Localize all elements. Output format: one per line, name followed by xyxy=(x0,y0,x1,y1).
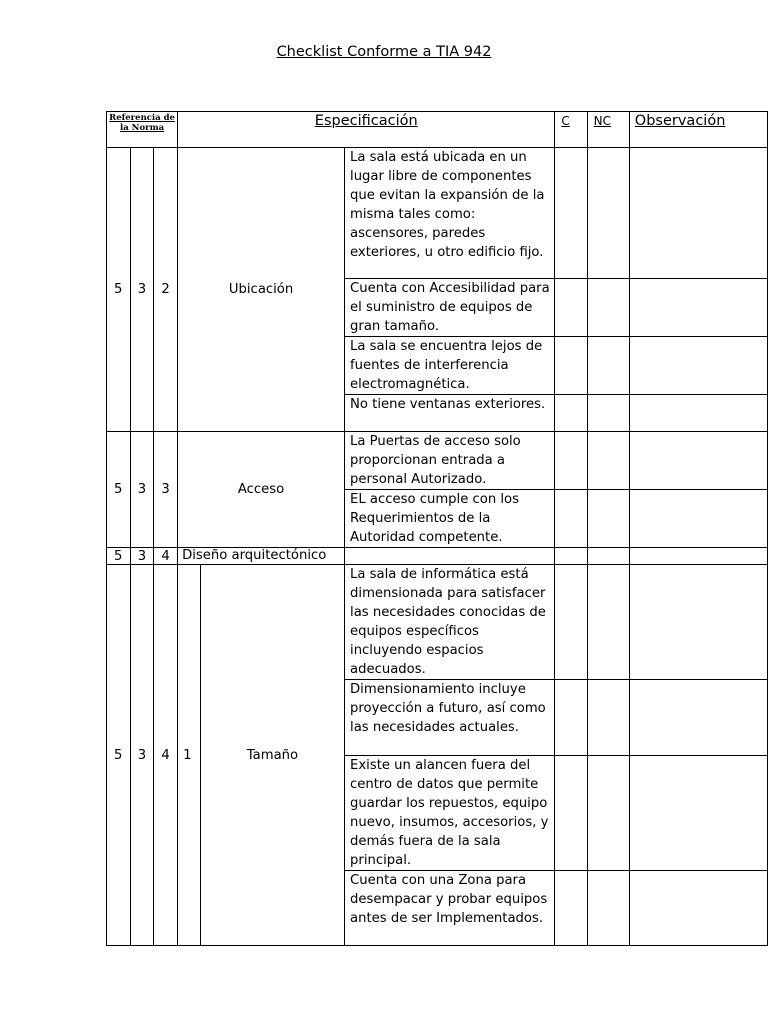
nc-cell[interactable] xyxy=(587,871,629,946)
nc-cell[interactable] xyxy=(587,148,629,279)
nc-cell[interactable] xyxy=(587,432,629,490)
nc-cell[interactable] xyxy=(587,490,629,548)
nc-cell[interactable] xyxy=(587,279,629,337)
spec-item: Cuenta con Accesibilidad para el suministro de equipos de gran tamaño. xyxy=(345,279,555,337)
nc-header: NC xyxy=(587,112,629,148)
nc-cell[interactable] xyxy=(587,565,629,680)
spec-item: EL acceso cumple con los Requerimientos de la Autoridad competente. xyxy=(345,490,555,548)
group-label: Diseño arquitectónico xyxy=(178,548,345,565)
spec-item: Existe un alancen fuera del centro de datos que permite guardar los repuestos, equipo nuevo, insumos, accesorios, y demás fuera de la sala principal. xyxy=(345,756,555,871)
observation-cell[interactable] xyxy=(629,395,767,432)
spec-item: La sala está ubicada en un lugar libre de componentes que evitan la expansión de la misma tales como: ascensores, paredes exteriores, u otro edificio fijo. xyxy=(345,148,555,279)
reference-header: Referencia de la Norma xyxy=(107,112,178,148)
ref-chapter: 5 xyxy=(107,148,131,432)
spec-item: No tiene ventanas exteriores. xyxy=(345,395,555,432)
ref-chapter: 5 xyxy=(107,432,131,548)
nc-cell[interactable] xyxy=(587,395,629,432)
observation-cell[interactable] xyxy=(629,337,767,395)
c-cell[interactable] xyxy=(555,490,587,548)
observation-cell[interactable] xyxy=(629,565,767,680)
c-header: C xyxy=(555,112,587,148)
ref-section: 3 xyxy=(130,432,154,548)
ref-chapter: 5 xyxy=(107,548,131,565)
table-header-row xyxy=(107,112,768,148)
observation-cell[interactable] xyxy=(629,490,767,548)
group-label: Acceso xyxy=(178,432,345,548)
nc-cell[interactable] xyxy=(587,548,629,565)
observation-cell[interactable] xyxy=(629,432,767,490)
spec-item: Cuenta con una Zona para desempacar y probar equipos antes de ser Implementados. xyxy=(345,871,555,946)
nc-cell[interactable] xyxy=(587,756,629,871)
observation-cell[interactable] xyxy=(629,548,767,565)
spec-item: La sala de informática está dimensionada para satisfacer las necesidades conocidas de equipos específicos incluyendo espacios adecuados. xyxy=(345,565,555,680)
group-label: Tamaño xyxy=(200,565,344,946)
document-title: Checklist Conforme a TIA 942 xyxy=(276,44,492,60)
observation-header: Observación xyxy=(629,112,767,148)
ref-section: 3 xyxy=(130,548,154,565)
c-cell[interactable] xyxy=(555,395,587,432)
c-cell[interactable] xyxy=(555,548,587,565)
c-cell[interactable] xyxy=(555,148,587,279)
ref-subsection: 2 xyxy=(154,148,178,432)
ref-subsection: 4 xyxy=(154,565,178,946)
ref-section: 3 xyxy=(130,565,154,946)
ref-item: 1 xyxy=(178,565,201,946)
c-cell[interactable] xyxy=(555,680,587,756)
table-row xyxy=(107,548,768,565)
group-label: Ubicación xyxy=(178,148,345,432)
table-row xyxy=(107,148,768,279)
spec-item: Dimensionamiento incluye proyección a futuro, así como las necesidades actuales. xyxy=(345,680,555,756)
checklist-table xyxy=(106,111,768,946)
observation-cell[interactable] xyxy=(629,680,767,756)
observation-cell[interactable] xyxy=(629,756,767,871)
observation-cell[interactable] xyxy=(629,871,767,946)
table-row xyxy=(107,432,768,490)
c-cell[interactable] xyxy=(555,565,587,680)
ref-subsection: 3 xyxy=(154,432,178,548)
spec-item: La sala se encuentra lejos de fuentes de interferencia electromagnética. xyxy=(345,337,555,395)
c-cell[interactable] xyxy=(555,279,587,337)
ref-subsection: 4 xyxy=(154,548,178,565)
nc-cell[interactable] xyxy=(587,680,629,756)
c-cell[interactable] xyxy=(555,337,587,395)
c-cell[interactable] xyxy=(555,432,587,490)
spec-cell xyxy=(345,548,555,565)
ref-chapter: 5 xyxy=(107,565,131,946)
c-cell[interactable] xyxy=(555,756,587,871)
specification-header: Especificación xyxy=(178,112,555,148)
ref-section: 3 xyxy=(130,148,154,432)
c-cell[interactable] xyxy=(555,871,587,946)
observation-cell[interactable] xyxy=(629,148,767,279)
spec-item: La Puertas de acceso solo proporcionan entrada a personal Autorizado. xyxy=(345,432,555,490)
nc-cell[interactable] xyxy=(587,337,629,395)
table-row xyxy=(107,565,768,680)
observation-cell[interactable] xyxy=(629,279,767,337)
